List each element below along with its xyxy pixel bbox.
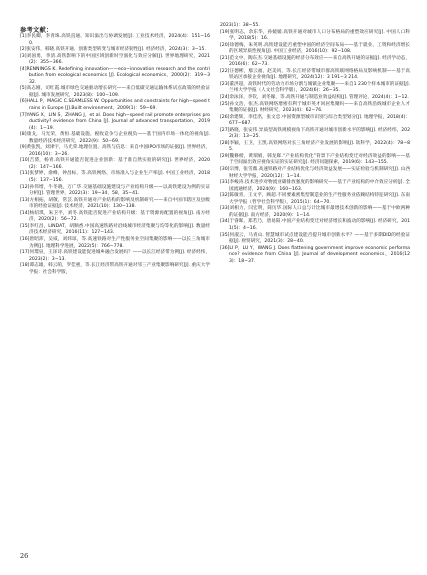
reference-entry: [2]张安伟，韩晓.高铁开通、创新类型转变与城市经济韧性[J]. 经济经济，2024(3)：3−15. [20,47,206,53]
reference-entry: [6]HALL P，MAGIC C.SEAMLESS W. Opportunities and constraints for high−speed trains in Europe [J].Built environment，2009(1)：59−69. [20,99,210,112]
reference-entry: [35]何淑云，马青山. 智慧城市试点建设能否提升城市创新水平？——基于多期DID的经验证据[J]. 财贸研究，2021(3)：28−40. [220,232,410,245]
reference-entry: [36]LI P，LU Y，WANG J. Does flattening government improve economic performance? evidence from China [J]. Journal of development economics，2016(123)：18−37. [220,245,410,264]
reference-entry: [15]李红昌，LINDAT，胡顺香.中国高速铁路对沿线城市经济集聚与均等化的影响[J]. 数量经济技术经济研究，2016(11)：127−143. [20,223,210,236]
reference-entry: [24]余泳泽，李钦，刘冬嫁，等.高铁开通与制造业效益结构[J]. 管理评论，2024(4)：1−12. [220,95,409,101]
reference-entry: [13]方相拓，胡敬，常芸.高铁开通对产业结构的影响及机制研究——来自中国市辖区及县级市的经验证据[J]. 技术经济，2021(10)：130−138. [20,197,210,210]
reference-entry: [9]黄张凯，刘津宇，马光荣.地理位置、高铁与信息：来自中国IPO市场的证据[J]. 世界经济，2016(10)：3−26. [20,145,210,157]
reference-entry: [17]何璟泉，王泽诗.高铁建设能促进城乡融合发展吗？——以长江经济带为例[J]. 经济经纬，2023(2)：3−13. [20,250,210,262]
reference-entry: [32]陈敏青，王文平，顾超.不同要素密集型制造业的生产性服务业依赖结构特征研究[J]. 东南大学学报（哲学社会科学版），2015(1)：64−70. [220,193,410,205]
reference-entry: [5]高志刚，司红霞.城市绿色交通驱动增长研究——来自低碳交通运输体系试点政策的经验证据[J]. 城市发展研究，2023(8)：100−109. [20,86,210,98]
reference-entry: [10]吉赟，杨青.高铁开通能否促进企业创新：基于准自然实验的研究[J]. 世界经济，2020(2)：147−166. [20,158,210,170]
reference-entry: [31]李峻涛.技术进步对物流业碳排放强度的影响研究——基于产业结构的中介效应分析[J]. 全国流通经济，2024(9)：160−163. [220,180,410,192]
references-column-right [220,23,410,265]
reference-entry: [23]董洪超，高铁时代的劳动力市场分割与城镇企业集聚——来自1 230个样本城市的证据[J]. 兰州大学学报（人文社会科学版），2024(6)：26−35. [220,81,410,94]
reference-entry: [34]于睿晖，郑若乃，唐易阳.中国产业结构变迁对经济增长和波动的影响[J]. 经济研究，2011(5)：4−16. [220,219,410,231]
reference-entry: [20]徐德梅，朱英明.高铁建设能否重塑中国的经济空间布局——基于就业、工资和经济增长的区域异质性视角[J]. 中国工业经济，2016(10)：92−108. [220,42,410,55]
reference-entry: [22]汪德彬，鄢云福，赵美风，等.长江经济带城市群高铁联网络格局及影响机制——基于高铁站区承接企业视角[J]. 地理研究，2024(12)：3 191−3 214. [220,68,410,81]
reference-entry: [11]张梦婷，俞峰，钟昌标，等.高铁网络、市场准入与企业生产率[J]. 中国工业经济，2018(5)：137−156. [20,171,210,184]
reference-entry: [33]刘相力，闫宏明，简历华.国际人口总与计比城市最增技术创新的影响——基于中欧两种的证据[J]. 南方经济，2020(9)：1−14. [220,206,410,218]
reference-entry: [16]唐昭沛，吴威，刘炜琼，等.高速铁路对生产性服务业空间集聚的影响——以长三角城市为例[J]. 地理科学进展，2022(5)：766−778. [20,236,210,249]
reference-entry: [30]宗博，张雪薇.高速铁路对产业结构优化与经济效益发展——实证检验与机制研究[J]. 山西财经大学学报，2020(12)：1−14. [220,167,410,179]
reference-entry: [14]杨绍琪，朱卫平，刘冬.高铁能否促进产业结构升级：基于资源再配置的视角[J]. 南方经济，2020(2)：56−72. [20,210,210,223]
reference-entry: [18]谭志雄，韩云萌，罗佳惠，等.长江经济带高铁开通对邻三产业集聚影响研究[J]. 重庆大学学报：社会科学版， [20,263,210,275]
reference-entry: [28]李颖，王卫，王凯.高铁网络对长三角经济产业发展的影响[J]. 软科学，2022(4)：78−85. [220,140,410,153]
reference-entry: [7]YANG X，LIN S，ZHANG J，et al. Does high−speed rail promote enterprises productivity? evidence from China [J]. Journal of advanced transportation，2019(4)：1−19. [20,112,210,131]
reference-entry: [29]魏修榜，黄瑞娟，韩龙晖.“产业结构优化”背景下产业结构变迁对经济效益的影响——基于空间溢出效应视角实证的实证研究[J]. 经济问题探索，2019(6)：143−155. [220,153,410,166]
reference-entry: [8]康戈，马光荣，黄恒.基础设施、税收竞争与企业税负——基于国内市场一体化的视角[J]. 数量经济技术经济研究，2022(9)：50−69. [20,132,210,144]
reference-entry: [12]孙伟增，牛冬晓，万广华.交通基础设施建设与产业结构升级——以高铁建设为例的实证分析[J]. 管理世界，2022(3)：19−34，58，35−41. [20,184,210,197]
reference-entry: [27]路晓，张安伟.异质型高铁规模视角下高铁开通对城市创新水平的影响[J]. 经济经纬，2022(3)：13−25. [220,127,410,140]
references-column-left [20,34,210,276]
reference-entry: [1]李民卿，李青珠.高铁直通、知识溢出与协调发展[J]. 工业技术经济，2024(4)：151−160. [20,34,210,46]
page-number: 26 [20,552,29,560]
reference-entry: 2023(1)：38−55. [220,23,260,28]
reference-entry: [4]RENNINGS K. Redefining innovation——eco−innovation research and the contribution from ecological economics [J]. Ecological economics，2000(2)：319−332. [20,66,210,85]
reference-entry: [25]孙文浩，张杰.高铁网络增密有利于城市英才回居集聚吗——来自高铁沿线城市企业人才集聚的证据[J]. 财经研究，2023(4)：62−76. [220,101,410,114]
reference-entry: [26]余建辉，李佳洺，张文忠.中国资源型城市识别与综合类型划分[J]. 地理学报，2018(4)：677−687. [220,114,410,127]
reference-entry: [19]张明志，余东华，孙媛媛.高铁开通对城市人口分布格局的重塑效应研究[J]. 中国人口科学，2018(5)：16. [220,29,410,42]
reference-entry: [3]刘国勇，李清.高铁影响下的中国区域创新时空演化与效应分解[J]. 世界地理研究，2021(2)：355−366. [20,53,210,66]
reference-entry: [21]范文中，陶东杰.交通基础设施的经济分布效应——来自高铁开通的证据[J]. 经济学动态，2016(6)：62−73. [220,55,410,68]
references-heading: 参考文献： [20,27,53,34]
